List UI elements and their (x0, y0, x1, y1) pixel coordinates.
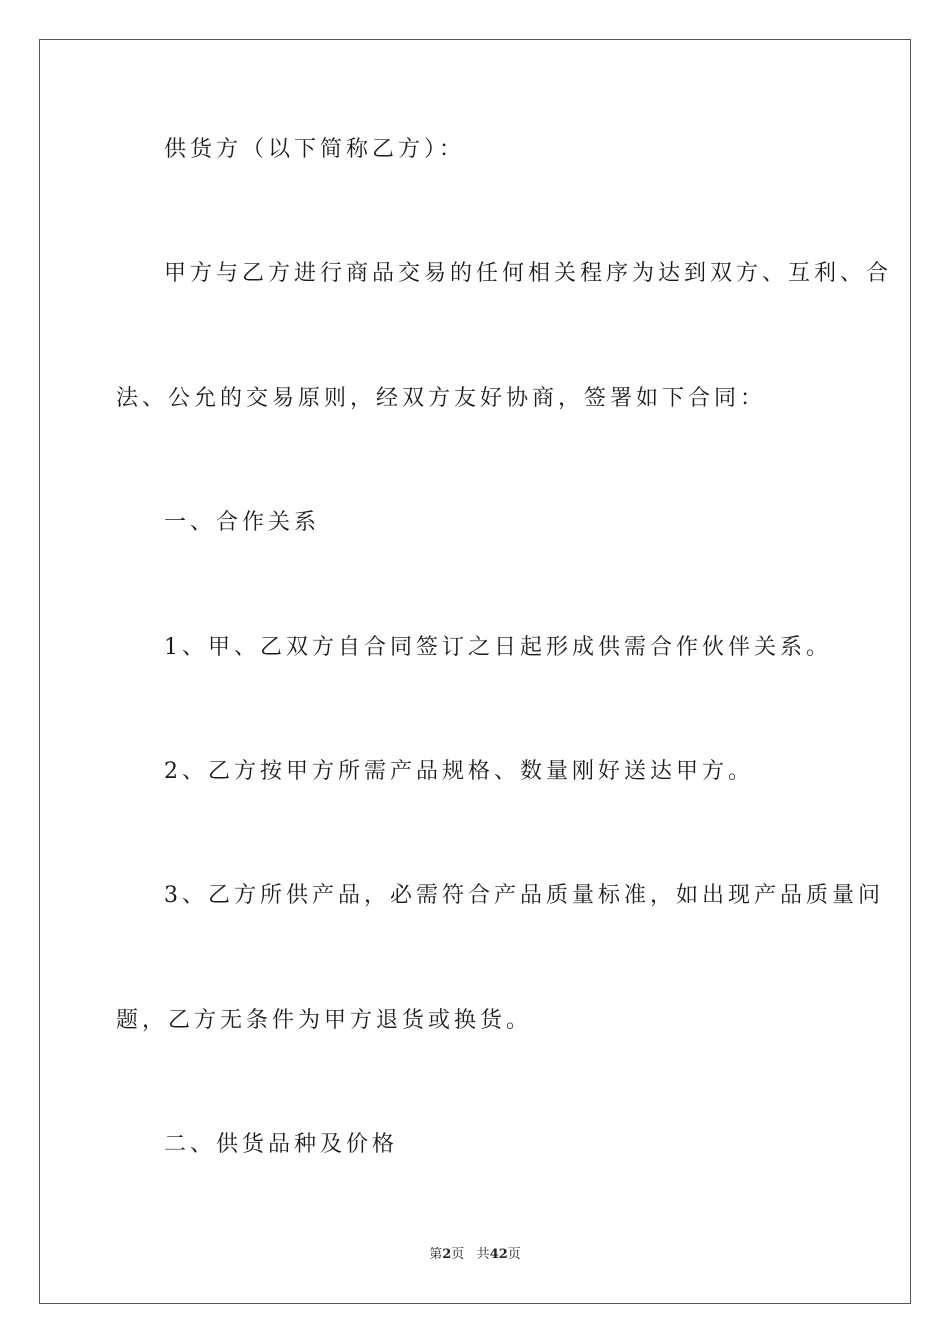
page-prefix: 第 (429, 1247, 443, 1262)
page-footer (0, 1246, 950, 1264)
total-pages: 42 (489, 1247, 508, 1262)
clause-line: 2、乙方按甲方所需产品规格、数量刚好送达甲方。 (164, 759, 754, 784)
page-border (39, 39, 911, 1304)
clause-line: 1、甲、乙双方自合同签订之日起形成供需合作伙伴关系。 (164, 635, 832, 660)
paragraph-line: 甲方与乙方进行商品交易的任何相关程序为达到双方、互利、合 (164, 261, 893, 286)
section-heading: 二、供货品种及价格 (164, 1132, 399, 1157)
section-heading: 一、合作关系 (164, 510, 321, 535)
total-prefix: 共 (476, 1247, 490, 1262)
page-number: 2 (442, 1247, 452, 1262)
supplier-line: 供货方（以下简称乙方）： (164, 137, 466, 162)
clause-line: 题，乙方无条件为甲方退货或换货。 (116, 1008, 533, 1033)
page-suffix: 页 (451, 1247, 465, 1262)
total-suffix: 页 (507, 1247, 521, 1262)
clause-line: 3、乙方所供产品，必需符合产品质量标准，如出现产品质量问 (164, 883, 884, 908)
paragraph-line: 法、公允的交易原则，经双方友好协商，签署如下合同： (116, 386, 767, 411)
